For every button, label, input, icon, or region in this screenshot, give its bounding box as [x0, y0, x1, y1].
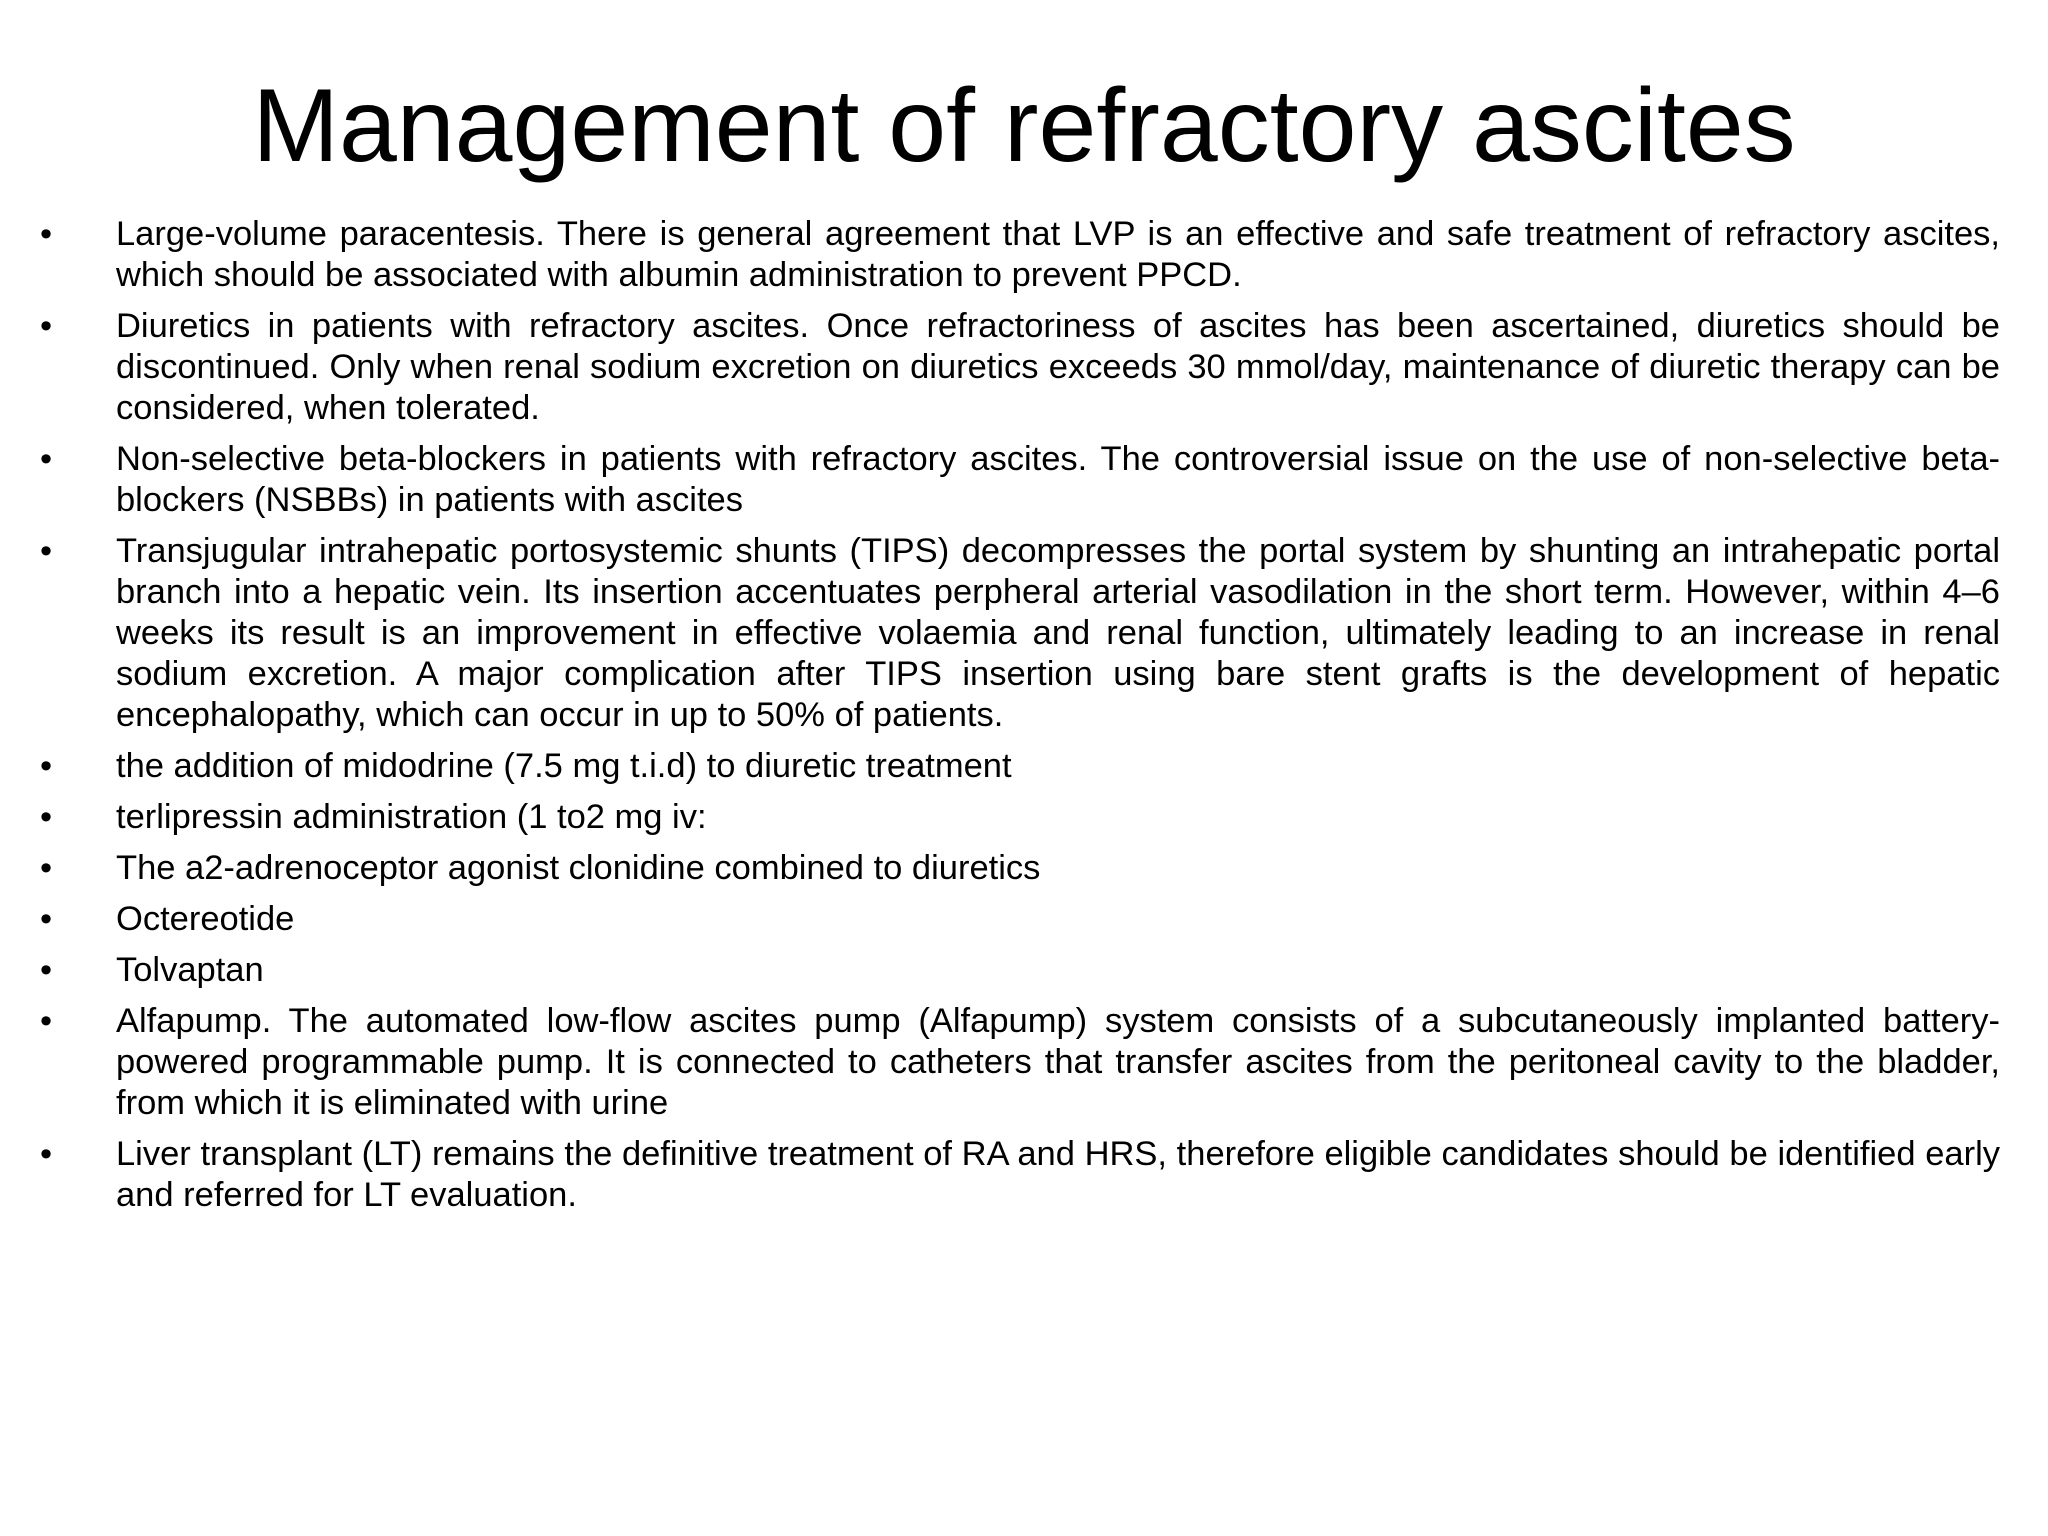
slide-title: Management of refractory ascites — [252, 68, 1796, 184]
bullet-item — [40, 214, 2000, 296]
bullet-text: Alfapump. The automated low-flow ascites pump (Alfapump) system consists of a subcutaneously implanted battery-powered programmable pump. It is connected to catheters that transfer ascites from the peritoneal cavity to the bladder, from which it is eliminated with urine — [116, 1002, 2000, 1122]
bullet-item — [40, 848, 2000, 889]
bullet-icon: • — [40, 798, 53, 836]
bullet-item — [40, 797, 2000, 838]
bullet-icon: • — [40, 747, 53, 785]
bullet-icon: • — [40, 951, 53, 989]
bullet-item — [40, 950, 2000, 991]
bullet-icon: • — [40, 532, 53, 570]
bullet-icon: • — [40, 440, 53, 478]
bullet-text: Transjugular intrahepatic portosystemic shunts (TIPS) decompresses the portal system by shunting an intrahepatic portal branch into a hepatic vein. Its insertion accentuates perpheral arterial vasodilation in the short term. However, within 4–6 weeks its result is an improvement in effective volaemia and renal function, ultimately leading to an increase in renal sodium excretion. A major complication after TIPS insertion using bare stent grafts is the development of hepatic encephalopathy, which can occur in up to 50% of patients. — [116, 532, 2000, 734]
bullet-text: Octereotide — [116, 900, 295, 938]
bullet-text: Non-selective beta-blockers in patients with refractory ascites. The controversial issue on the use of non-selective beta-blockers (NSBBs) in patients with ascites — [116, 440, 2000, 519]
bullet-text: Diuretics in patients with refractory ascites. Once refractoriness of ascites has been ascertained, diuretics should be discontinued. Only when renal sodium excretion on diuretics exceeds 30 mmol/day, maintenance of diuretic therapy can be considered, when tolerated. — [116, 307, 2000, 427]
bullet-text: Large-volume paracentesis. There is general agreement that LVP is an effective and safe treatment of refractory ascites, which should be associated with albumin administration to prevent PPCD. — [116, 215, 2000, 294]
bullet-item — [40, 1001, 2000, 1124]
bullet-icon: • — [40, 1135, 53, 1173]
bullet-item — [40, 1134, 2000, 1216]
bullet-text: terlipressin administration (1 to2 mg iv: — [116, 798, 707, 836]
bullet-item — [40, 746, 2000, 787]
bullet-icon: • — [40, 900, 53, 938]
bullet-list — [40, 214, 2000, 1226]
bullet-item — [40, 306, 2000, 429]
bullet-item — [40, 439, 2000, 521]
bullet-icon: • — [40, 1002, 53, 1040]
bullet-icon: • — [40, 307, 53, 345]
bullet-text: Liver transplant (LT) remains the definitive treatment of RA and HRS, therefore eligible candidates should be identified early and referred for LT evaluation. — [116, 1135, 2000, 1214]
bullet-item — [40, 531, 2000, 736]
bullet-item — [40, 899, 2000, 940]
bullet-text: The a2-adrenoceptor agonist clonidine combined to diuretics — [116, 849, 1041, 887]
bullet-text: Tolvaptan — [116, 951, 264, 989]
bullet-icon: • — [40, 215, 53, 253]
bullet-text: the addition of midodrine (7.5 mg t.i.d) to diuretic treatment — [116, 747, 1012, 785]
bullet-icon: • — [40, 849, 53, 887]
